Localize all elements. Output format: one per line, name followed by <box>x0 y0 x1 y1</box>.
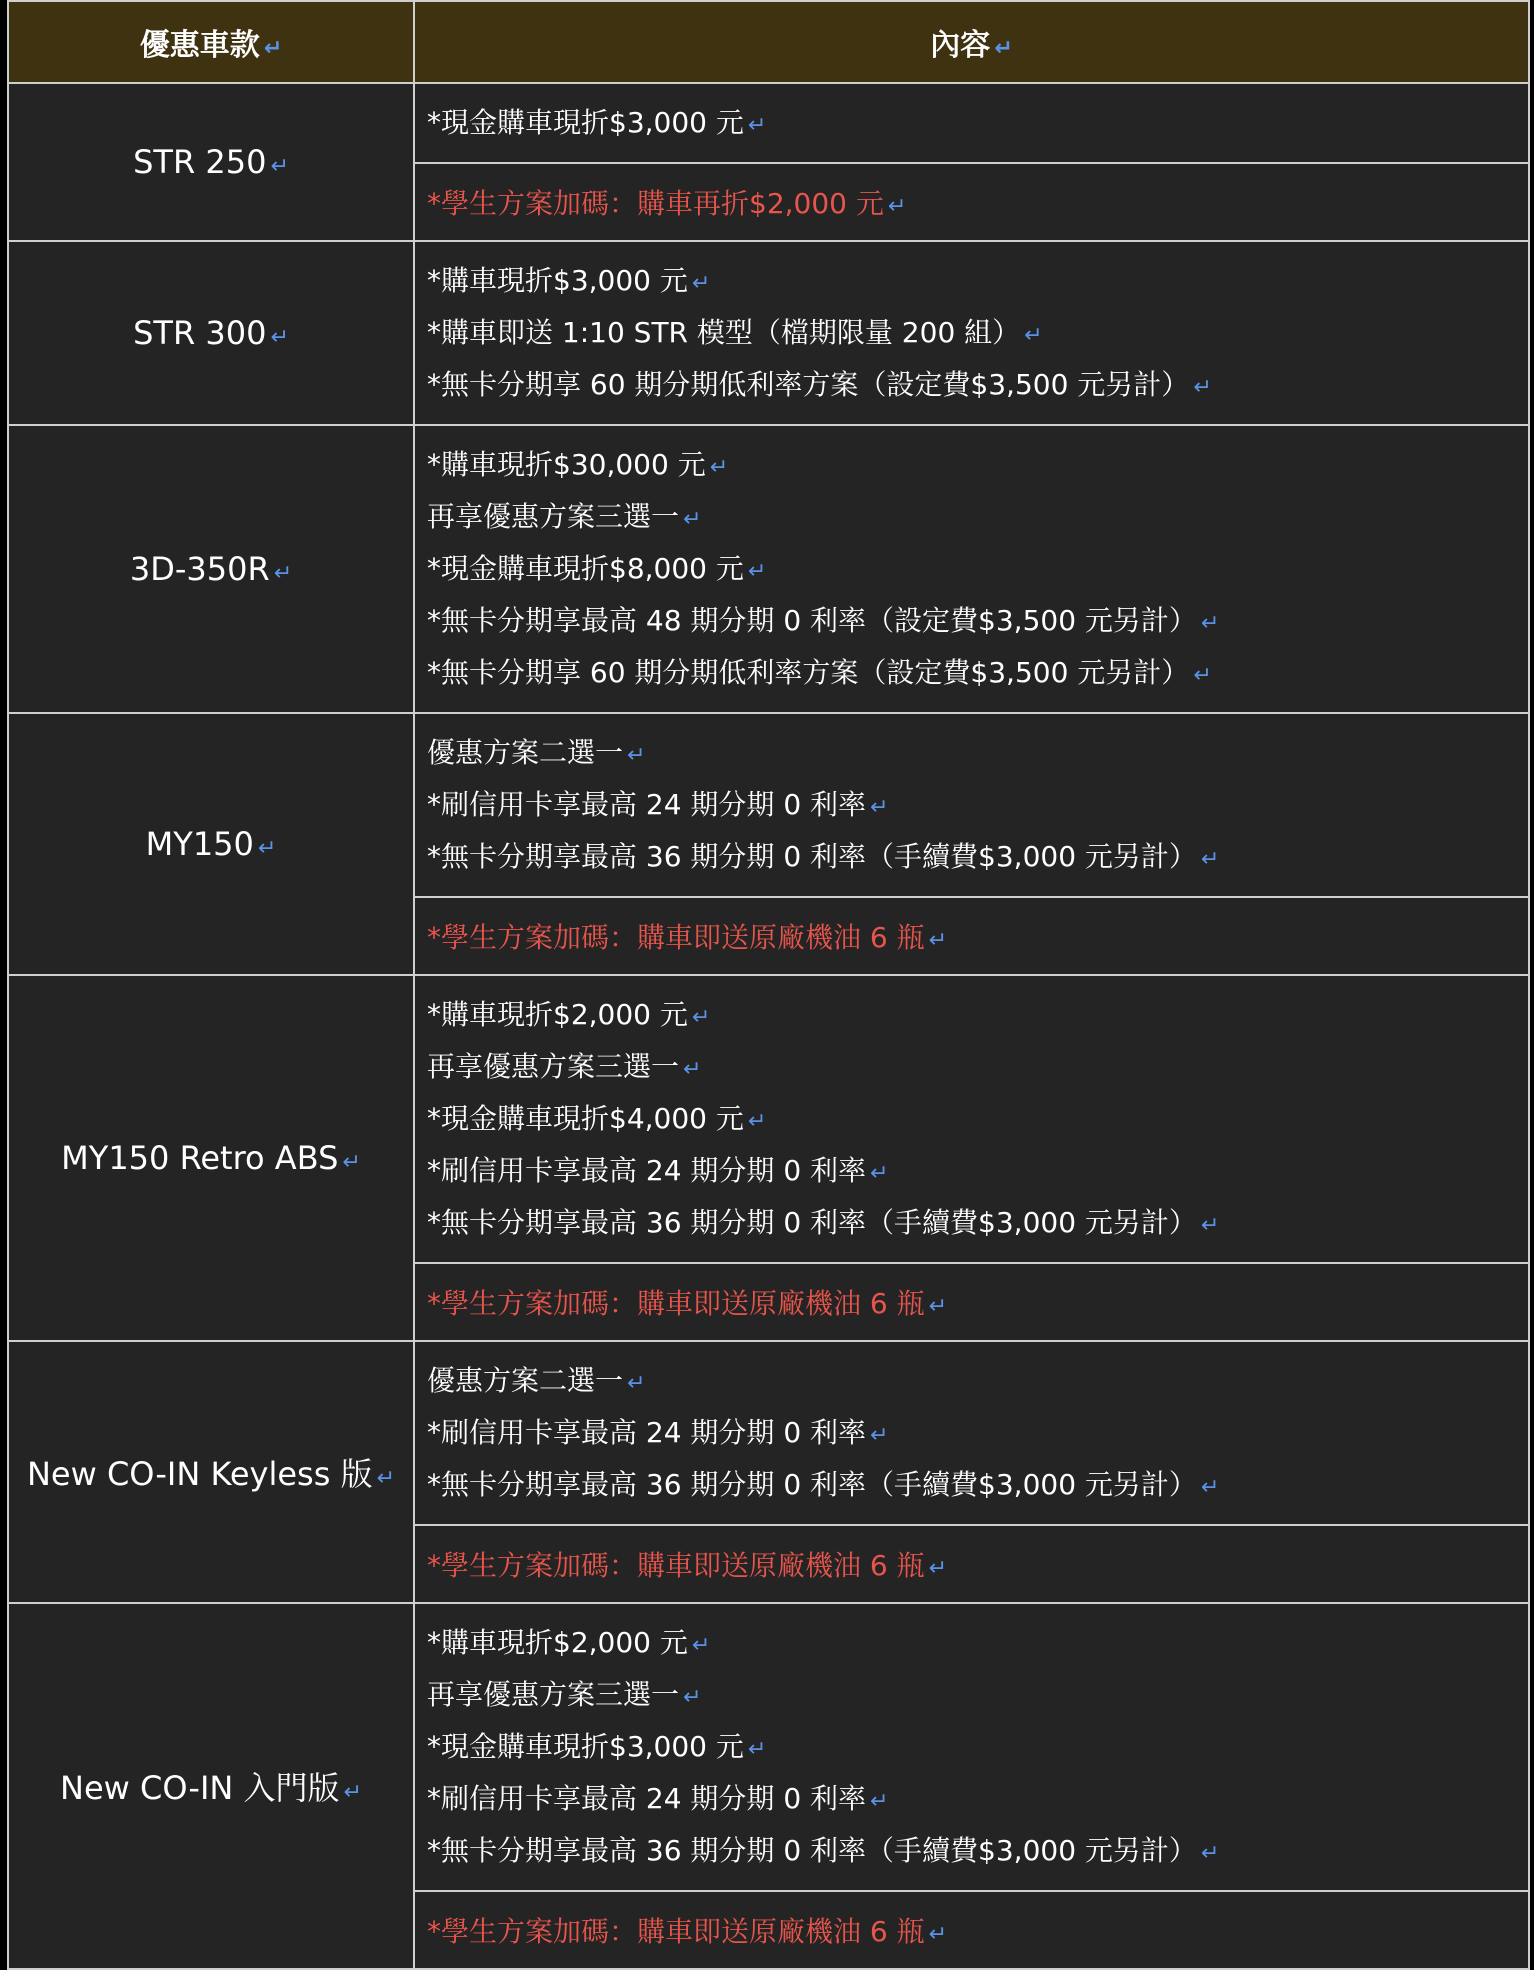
return-mark-icon: ↵ <box>273 561 293 586</box>
promo-line <box>427 1145 1518 1197</box>
promo-line <box>427 543 1518 595</box>
promo-line <box>427 1041 1518 1093</box>
student-bonus-cell <box>414 897 1529 975</box>
table-row <box>8 425 1529 713</box>
return-mark-icon: ↵ <box>709 455 729 480</box>
return-mark-icon: ↵ <box>928 1922 948 1947</box>
return-mark-icon: ↵ <box>627 743 646 768</box>
header-model: 優惠車款 ↵ <box>8 1 414 83</box>
table-row <box>8 241 1529 425</box>
model-name: MY150 <box>145 825 254 863</box>
header-row <box>8 1 1529 83</box>
return-mark-icon: ↵ <box>928 1556 948 1581</box>
promo-line-text: *現金購車現折$3,000 元 <box>427 1730 744 1763</box>
return-mark-icon: ↵ <box>928 1294 948 1319</box>
promo-line-text: *購車現折$3,000 元 <box>427 264 688 297</box>
promo-line-text: *購車現折$2,000 元 <box>427 1626 688 1659</box>
model-name: New CO-IN Keyless 版 <box>26 1455 373 1493</box>
promo-line-text: *無卡分期享 60 期分期低利率方案（設定費$3,500 元另計） <box>427 368 1190 401</box>
promo-line <box>427 831 1518 883</box>
promo-content-cell <box>414 1603 1529 1891</box>
promo-line <box>427 1197 1518 1249</box>
student-bonus-text: *學生方案加碼：購車即送原廠機油 6 瓶 <box>427 1287 925 1320</box>
promo-content-cell <box>414 83 1529 163</box>
promo-line <box>427 1617 1518 1669</box>
promo-line <box>427 647 1518 699</box>
return-mark-icon: ↵ <box>928 928 948 953</box>
return-mark-icon: ↵ <box>870 1161 889 1186</box>
model-name-cell <box>8 975 414 1341</box>
promo-line <box>427 989 1518 1041</box>
model-name-cell <box>8 1341 414 1603</box>
promo-line <box>427 595 1518 647</box>
return-mark-icon: ↵ <box>683 1685 702 1710</box>
return-mark-icon: ↵ <box>691 271 711 296</box>
return-mark-icon: ↵ <box>376 1466 396 1491</box>
table-row <box>8 1603 1529 1891</box>
promo-line-text: *現金購車現折$3,000 元 <box>427 106 744 139</box>
return-mark-icon: ↵ <box>870 1423 889 1448</box>
student-bonus-text: *學生方案加碼：購車再折$2,000 元 <box>427 187 884 220</box>
promo-line-text: *刷信用卡享最高 24 期分期 0 利率 <box>427 1782 867 1815</box>
return-mark-icon: ↵ <box>1200 1841 1220 1866</box>
promo-line-text: *現金購車現折$4,000 元 <box>427 1102 744 1135</box>
promo-line <box>427 439 1518 491</box>
student-bonus-text: *學生方案加碼：購車即送原廠機油 6 瓶 <box>427 1915 925 1948</box>
return-mark-icon: ↵ <box>747 559 767 584</box>
table-row <box>8 713 1529 897</box>
student-bonus-cell <box>414 1891 1529 1969</box>
promo-line <box>427 1355 1518 1407</box>
model-name: 3D-350R <box>129 550 270 588</box>
promo-line-text: 再享優惠方案三選一 <box>427 1678 680 1711</box>
return-mark-icon: ↵ <box>263 36 283 61</box>
student-bonus-cell <box>414 1263 1529 1341</box>
header-content: 內容 ↵ <box>414 1 1529 83</box>
return-mark-icon: ↵ <box>1200 1475 1220 1500</box>
table-row <box>8 1341 1529 1525</box>
return-mark-icon: ↵ <box>1024 323 1043 348</box>
model-name: MY150 Retro ABS <box>61 1139 339 1177</box>
return-mark-icon: ↵ <box>691 1633 711 1658</box>
promo-line-text: 優惠方案二選一 <box>427 736 624 769</box>
return-mark-icon: ↵ <box>1193 663 1212 688</box>
table-row <box>8 975 1529 1263</box>
promo-line-text: *無卡分期享最高 36 期分期 0 利率（手續費$3,000 元另計） <box>427 840 1197 873</box>
return-mark-icon: ↵ <box>870 795 889 820</box>
promo-content-cell <box>414 713 1529 897</box>
promo-line <box>427 1825 1518 1877</box>
promo-line <box>427 779 1518 831</box>
return-mark-icon: ↵ <box>342 1150 361 1175</box>
student-bonus-text: *學生方案加碼：購車即送原廠機油 6 瓶 <box>427 1549 925 1582</box>
return-mark-icon: ↵ <box>270 154 289 179</box>
model-name: New CO-IN 入門版 <box>60 1769 340 1807</box>
promo-line <box>427 1669 1518 1721</box>
promo-line-text: *無卡分期享 60 期分期低利率方案（設定費$3,500 元另計） <box>427 656 1190 689</box>
promo-line-text: *刷信用卡享最高 24 期分期 0 利率 <box>427 788 867 821</box>
promo-line-text: *購車現折$2,000 元 <box>427 998 688 1031</box>
return-mark-icon: ↵ <box>747 113 767 138</box>
model-name: STR 300 <box>133 314 267 352</box>
promo-line-text: *購車現折$30,000 元 <box>427 448 706 481</box>
table-row <box>8 83 1529 163</box>
student-bonus-cell <box>414 163 1529 241</box>
promo-line-text: *無卡分期享最高 48 期分期 0 利率（設定費$3,500 元另計） <box>427 604 1197 637</box>
model-name-cell <box>8 713 414 975</box>
promo-line <box>427 307 1518 359</box>
promo-line-text: *無卡分期享最高 36 期分期 0 利率（手續費$3,000 元另計） <box>427 1206 1197 1239</box>
promo-line <box>427 1459 1518 1511</box>
return-mark-icon: ↵ <box>257 836 277 861</box>
return-mark-icon: ↵ <box>1200 1213 1220 1238</box>
promo-line <box>427 359 1518 411</box>
return-mark-icon: ↵ <box>870 1789 889 1814</box>
promo-line <box>427 491 1518 543</box>
return-mark-icon: ↵ <box>683 1057 702 1082</box>
promo-table <box>7 0 1530 1970</box>
return-mark-icon: ↵ <box>683 507 702 532</box>
promo-line-text: 再享優惠方案三選一 <box>427 1050 680 1083</box>
return-mark-icon: ↵ <box>1200 611 1220 636</box>
promo-line-text: *刷信用卡享最高 24 期分期 0 利率 <box>427 1416 867 1449</box>
return-mark-icon: ↵ <box>887 194 907 219</box>
return-mark-icon: ↵ <box>270 325 289 350</box>
promo-line <box>427 1407 1518 1459</box>
promo-line <box>427 727 1518 779</box>
model-name-cell <box>8 83 414 241</box>
promo-line <box>427 255 1518 307</box>
return-mark-icon: ↵ <box>994 36 1013 61</box>
model-name: STR 250 <box>133 143 267 181</box>
return-mark-icon: ↵ <box>747 1109 767 1134</box>
promo-content-cell <box>414 425 1529 713</box>
return-mark-icon: ↵ <box>691 1005 711 1030</box>
model-name-cell <box>8 241 414 425</box>
return-mark-icon: ↵ <box>1200 847 1220 872</box>
model-name-cell <box>8 1603 414 1969</box>
student-bonus-text: *學生方案加碼：購車即送原廠機油 6 瓶 <box>427 921 925 954</box>
promo-line <box>427 97 1518 149</box>
return-mark-icon: ↵ <box>627 1371 646 1396</box>
promo-content-cell <box>414 1341 1529 1525</box>
student-bonus-cell <box>414 1525 1529 1603</box>
promo-line-text: *無卡分期享最高 36 期分期 0 利率（手續費$3,000 元另計） <box>427 1468 1197 1501</box>
promo-line <box>427 1093 1518 1145</box>
promo-line <box>427 1773 1518 1825</box>
model-name-cell <box>8 425 414 713</box>
promo-content-cell <box>414 975 1529 1263</box>
return-mark-icon: ↵ <box>1193 375 1212 400</box>
promo-line-text: *無卡分期享最高 36 期分期 0 利率（手續費$3,000 元另計） <box>427 1834 1197 1867</box>
promo-content-cell <box>414 241 1529 425</box>
promo-line <box>427 1721 1518 1773</box>
promo-line-text: 優惠方案二選一 <box>427 1364 624 1397</box>
promo-line-text: *現金購車現折$8,000 元 <box>427 552 744 585</box>
promo-line-text: *刷信用卡享最高 24 期分期 0 利率 <box>427 1154 867 1187</box>
promo-line-text: 再享優惠方案三選一 <box>427 500 680 533</box>
return-mark-icon: ↵ <box>747 1737 767 1762</box>
return-mark-icon: ↵ <box>343 1780 362 1805</box>
promo-line-text: *購車即送 1:10 STR 模型（檔期限量 200 組） <box>427 316 1021 349</box>
